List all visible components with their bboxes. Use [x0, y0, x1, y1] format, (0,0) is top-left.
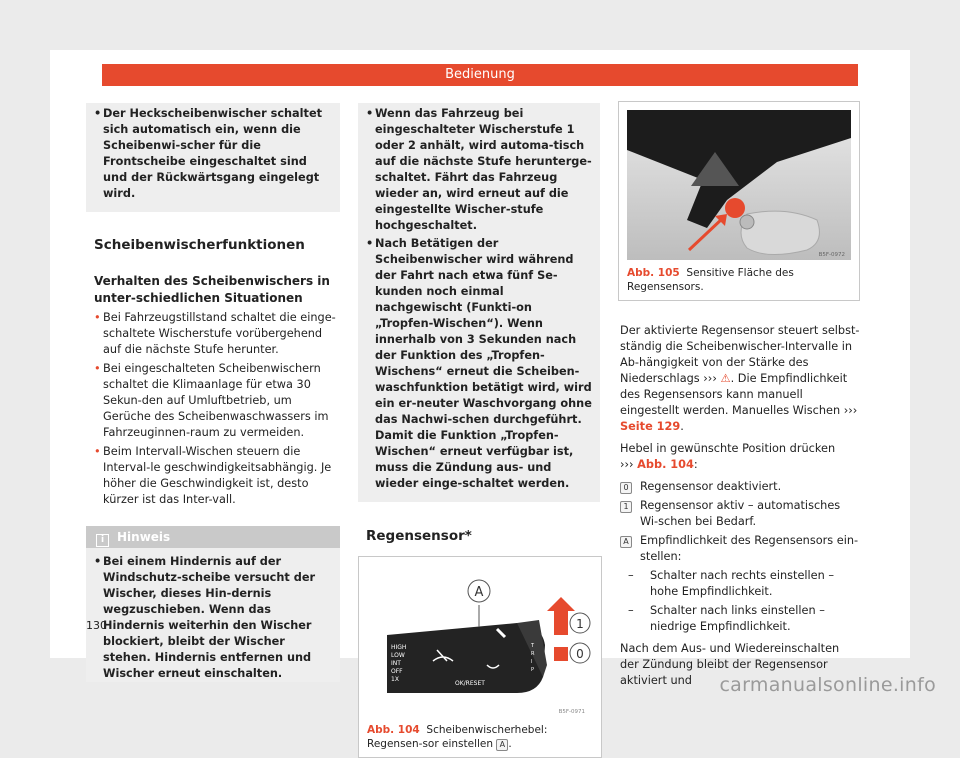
badge-1: 1 [620, 501, 632, 513]
bullet-icon: • [94, 311, 101, 324]
option-0: 0 Regensensor deaktiviert. [620, 479, 860, 495]
bullet-icon: • [94, 107, 102, 120]
column-middle [358, 103, 600, 758]
figure-code: B5F-0971 [558, 709, 585, 715]
intro-bullet-text: Der Heckscheibenwischer schaltet sich automatisch ein, wenn die Scheibenwi-scher für die Frontscheibe eingeschaltet sind und der Rückwärtsgang eingelegt wird. [103, 107, 323, 200]
figure-caption-105: Abb. 105 Sensitive Fläche des Regensensors. [627, 267, 794, 293]
figure-caption-104: Abb. 104 Scheibenwischerhebel: Regensen-sor einstellen A . [367, 724, 548, 750]
bullet-icon: • [366, 107, 374, 120]
rain-sensor-text [620, 323, 860, 689]
bullet-icon: • [94, 362, 101, 375]
trip-letter: P [531, 667, 535, 673]
trip-letter: R [531, 651, 535, 657]
list-item: • Wenn das Fahrzeug bei eingeschalteter Wischerstufe 1 oder 2 anhält, wird automa-tisch auf die nächste Stufe herunterge-schaltet. Fährt das Fahrzeug wieder an, wird erneut auf die eingestellte Wischer-stufe hochgeschaltet. [366, 107, 592, 232]
bullet-icon: • [366, 237, 374, 250]
list-item: • Bei eingeschalteten Scheibenwischern schaltet die Klimaanlage für etwa 30 Sekun-den auf Umluftbetrieb, um Gerüche des Scheibenwaschwassers im Fahrzeuginnen-raum zu vermeiden. [94, 362, 329, 439]
bullet-icon: • [94, 555, 102, 568]
middle-box [358, 103, 600, 502]
paragraph-ignition: Nach dem Aus- und Wiedereinschalten der Zündung bleibt der Regensensor aktiviert und [620, 642, 840, 687]
figure-number: Abb. 105 [627, 267, 680, 279]
link-page-129[interactable]: Seite 129 [620, 420, 681, 433]
wiper-lever-illustration [367, 565, 591, 717]
callout-1-label: 1 [576, 617, 584, 631]
lever-label-int: INT [391, 660, 401, 667]
ref-badge-a: A [496, 739, 508, 751]
position-zero-marker-icon [554, 647, 568, 661]
lever-label-low: LOW [391, 652, 405, 659]
page-header: Bedienung [102, 64, 858, 86]
list-item: • Nach Betätigen der Scheibenwischer wird während der Fahrt nach etwa fünf Se-kunden noch einmal nachgewischt (Funkti-on „Tropfen-Wischen“). Wenn innerhalb von 3 Sekunden nach der Funktion des „Tropfen-Wischens“ erneut die Scheiben-waschfunktion betätigt wird, wird ein er-neuter Waschvorgang ohne das Nachwi-schen durchgeführt. Damit die Funktion „Tropfen-Wischen“ erneut verfügbar ist, muss die Zündung aus- und wieder einge-schaltet werden. [366, 237, 592, 490]
list-item: • Beim Intervall-Wischen steuern die Interval-le geschwindigkeitsabhängig. Je höher die Geschwindigkeit ist, desto kürzer ist das Inter-vall. [94, 445, 332, 506]
dash-item: – Schalter nach links einstellen – niedrige Empfindlichkeit. [628, 604, 825, 633]
option-1: 1 Regensensor aktiv – automatisches Wi-schen bei Bedarf. [620, 498, 860, 530]
lever-label-1x: 1X [391, 676, 399, 683]
lever-label-off: OFF [391, 668, 403, 675]
hint-title: Hinweis [117, 530, 171, 544]
column-left [86, 103, 340, 691]
lever-label-high: HIGH [391, 644, 407, 651]
callout-a-label: A [474, 585, 484, 600]
sensor-area-marker-icon [725, 198, 745, 218]
hint-text-block [94, 554, 332, 682]
paragraph-press-lever: Hebel in gewünschte Position drücken ››› Abb. 104: [620, 442, 836, 471]
subheading-behaviour: Verhalten des Scheibenwischers in unter-schiedlichen Situationen [94, 274, 330, 305]
figure-wiper-lever [358, 556, 602, 758]
trip-letter: I [531, 659, 533, 665]
intro-box [86, 103, 340, 212]
section-title-wiper: Scheibenwischerfunktionen [94, 237, 305, 253]
list-item: • Bei Fahrzeugstillstand schaltet die einge-schaltete Wischerstufe vorübergehend auf die nächste Stufe herunter. [94, 311, 336, 356]
arrows-icon: ››› [620, 458, 634, 471]
reset-label: OK/RESET [455, 680, 485, 687]
page-number: 130 [86, 619, 107, 632]
hint-box [86, 526, 340, 682]
arrows-icon: ››› [703, 372, 717, 385]
figure-code: B5F-0972 [818, 252, 845, 258]
bullet-icon: • [94, 445, 101, 458]
option-a: A Empfindlichkeit des Regensensors ein-stellen: [620, 533, 860, 565]
hint-text: Bei einem Hindernis auf der Windschutz-scheibe versucht der Wischer, dieses Hin-dernis wegzuschieben. Wenn das Hindernis weiterhin den Wischer blockiert, bleibt der Wischer stehen. Hindernis entfernen und Wischer erneut einschalten. [103, 555, 316, 680]
column-right [620, 101, 860, 689]
hint-header [86, 526, 340, 548]
rain-sensor-illustration [627, 110, 851, 260]
watermark: carmanualsonline.info [719, 674, 936, 696]
wiper-bullet-list [86, 310, 340, 508]
callout-0-label: 0 [576, 647, 584, 661]
arrows-icon: ››› [843, 404, 858, 417]
warning-icon: ⚠ [720, 372, 731, 385]
badge-0: 0 [620, 482, 632, 494]
link-abb-104[interactable]: Abb. 104 [637, 458, 694, 471]
figure-number: Abb. 104 [367, 724, 420, 736]
info-icon: i [96, 534, 109, 547]
section-title-rain-sensor: Regensensor* [366, 528, 472, 544]
figure-rain-sensor [618, 101, 860, 301]
dash-item: – Schalter nach rechts einstellen – hohe Empfindlichkeit. [628, 569, 835, 598]
trip-letter: T [531, 643, 535, 649]
badge-a: A [620, 536, 632, 548]
paragraph-sensor-intro: Der aktivierte Regensensor steuert selbst-ständig die Scheibenwischer-Intervalle in Ab-hängigkeit von der Stärke des Niederschlags ››› ⚠. Die Empfindlichkeit des Regensensors kann manuell eingestellt werden. Manuelles Wischen ››› Seite 129. [620, 324, 860, 433]
